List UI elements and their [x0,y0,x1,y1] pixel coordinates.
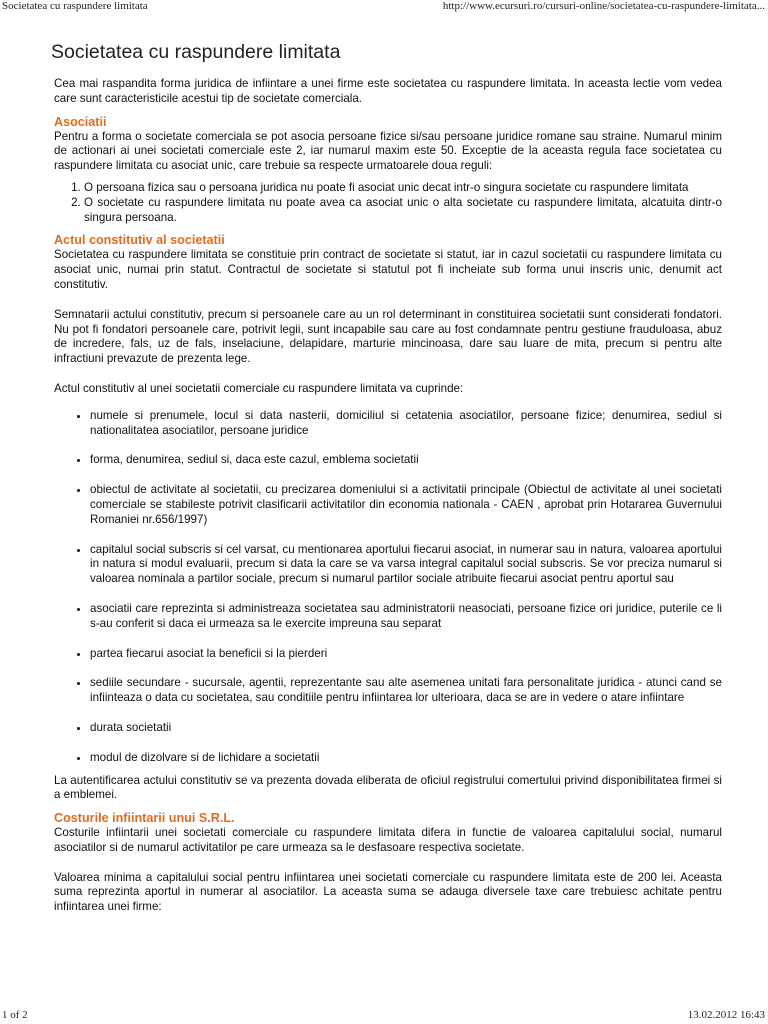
list-item: • sediile secundare - sucursale, agentii, reprezentante sau alte asemenea unitati fara personalitate juridica - atunci cand se infiinteaza o data cu societatea, sau conditiile pentru infiintarea lor ulterioara, daca se are in vedere o atare infiintare [90,676,722,706]
costuri-paragraph-1: Costurile infiintarii unei societati comerciale cu raspundere limitata difera in functie de valoarea capitalului social, numarul asociatilor si de numarul activitatilor pe care urmeaza sa le desfasoare respectiva societate. [54,826,722,854]
print-header [0,0,768,14]
act-constitutiv-paragraph-2: Semnatarii actului constitutiv, precum si persoanele care au un rol determinant in constituirea societatii sunt considerati fondatori. Nu pot fi fondatori persoanele care, potrivit legii, sunt incapabile sau care au fost condamnate pentru gestiune frauduloasa, abuz de incredere, fals, uz de fals, inselaciune, delapidare, marturie mincinoasa, dare sau luare de mita, precum si pentru alte infractiuni prevazute de prezenta lege. [54,307,722,366]
list-item: • forma, denumirea, sediul si, daca este cazul, emblema societatii [90,453,722,468]
document-body [51,36,722,915]
list-item: • partea fiecarui asociat la beneficii si la pierderi [90,647,722,662]
list-item: 2. O societate cu raspundere limitata nu poate avea ca asociat unic o alta societate cu raspundere limitata, alcatuita dintr-o singura persoana. [84,196,722,226]
list-item: • obiectul de activitate al societatii, cu precizarea domeniului si a activitatii principale (Obiectul de activitate al unei societati comerciale se stabileste potrivit clasificarii activitatilor din economia nationala - CAEN , aprobat prin Hotararea Guvernului Romaniei nr.656/1997) [90,483,722,527]
page-number: 1 of 2 [2,1009,28,1021]
act-constitutiv-items-list [54,409,722,766]
header-url: http://www.ecursuri.ro/cursuri-online/societatea-cu-raspundere-limitata... [442,0,765,12]
header-page-title: Societatea cu raspundere limitata [2,0,148,12]
page-title: Societatea cu raspundere limitata [51,41,341,63]
intro-paragraph: Cea mai raspandita forma juridica de infiintare a unei firme este societatea cu raspundere limitata. In aceasta lectie vom vedea care sunt caracteristicile acestui tip de societate comerciala. [54,77,722,105]
section-heading-costuri: Costurile infiintarii unui S.R.L. [54,811,235,826]
act-constitutiv-paragraph-4: La autentificarea actului constitutiv se va prezenta dovada eliberata de oficiul registrului comertului privind disponibilitatea firmei si a emblemei. [54,773,722,802]
costuri-paragraph-2: Valoarea minima a capitalului social pentru infiintarea unei societati comerciale cu raspundere limitata este de 200 lei. Aceasta suma reprezinta aportul in numerar al asociatilor. La aceasta suma se adauga diversele taxe care trebuiesc achitate pentru infiintarea unei firme: [54,870,722,914]
asociatii-paragraph: Pentru a forma o societate comerciala se pot asocia persoane fizice si/sau persoane juridice romane sau straine. Numarul minim de actionari ai unei societati comerciale este 2, iar numarul maxim este 50. Exceptie de la aceasta regula face societatea cu raspundere limitata cu asociat unic, care trebuie sa respecte urmatoarele doua reguli: [54,129,722,173]
act-constitutiv-paragraph-1: Societatea cu raspundere limitata se constituie prin contract de societate si statut, iar in cazul societatii cu raspundere limitata cu asociat unic, numai prin statut. Contractul de societate si statutul pot fi incheiate sub forma unui inscris unic, denumit act constitutiv. [54,248,722,291]
section-heading-act-constitutiv: Actul constitutiv al societatii [54,233,225,248]
act-constitutiv-paragraph-3: Actul constitutiv al unei societatii comerciale cu raspundere limitata va cuprinde: [54,381,464,395]
list-item: • asociatii care reprezinta si administreaza societatea sau administratorii neasociati, persoane fizice ori juridice, puterile ce li s-au conferit si daca ei urmeaza sa le exercite impreuna sau separat [90,602,722,632]
print-timestamp: 13.02.2012 16:43 [687,1009,765,1021]
list-item: • modul de dizolvare si de lichidare a societatii [90,751,722,766]
list-item: • durata societatii [90,721,722,736]
list-item: • numele si prenumele, locul si data nasterii, domiciliul si cetatenia asociatilor, persoane fizice; denumirea, sediul si nationalitatea asociatilor, persoane juridice [90,409,722,439]
list-item: 1. O persoana fizica sau o persoana juridica nu poate fi asociat unic decat intr-o singura societate cu raspundere limitata [84,181,722,196]
print-footer [0,1008,768,1024]
list-item: • capitalul social subscris si cel varsat, cu mentionarea aportului fiecarui asociat, in numerar sau in natura, valoarea aportului in natura si modul evaluarii, precum si data la care se va varsa integral capitalul social subscris. Se vor preciza numarul si valoarea nominala a partilor sociale, precum si numarul partilor sociale atribuite fiecarui asociat pentru aportul sau [90,543,722,587]
section-heading-asociatii: Asociatii [54,114,107,129]
asociat-unic-rules-list [54,181,722,225]
